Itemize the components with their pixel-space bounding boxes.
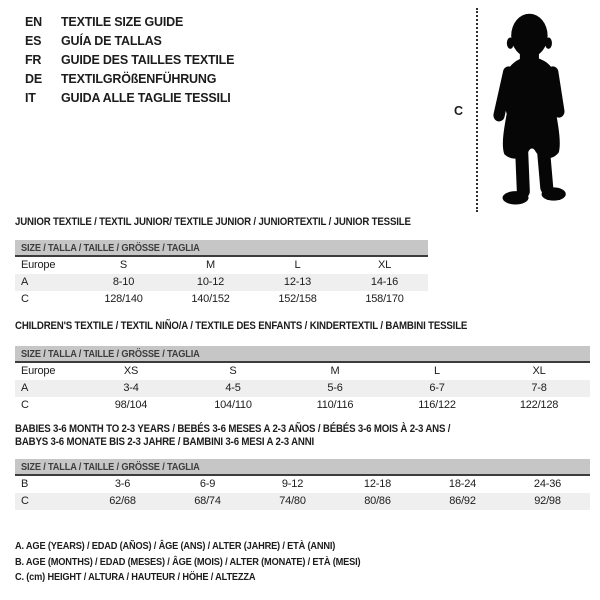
value-cell: 12-13 — [283, 276, 312, 288]
value-cell: 74/80 — [279, 495, 306, 507]
size-cell: L — [434, 365, 440, 377]
language-title: GUIDA ALLE TAGLIE TESSILI — [61, 91, 231, 105]
table-title-text-line2: BABYS 3-6 MONATE BIS 2-3 JAHRE / BAMBINI 3-6 MESI A 2-3 ANNI — [15, 436, 315, 448]
table-row-age-years — [15, 274, 428, 291]
table-title — [15, 423, 590, 449]
note-text: C. (cm) HEIGHT / ALTURA / HAUTEUR / HÖHE / ALTEZZA — [15, 571, 256, 583]
value-cell: 152/158 — [278, 293, 317, 305]
language-title: TEXTILGRÖßENFÜHRUNG — [61, 72, 217, 86]
language-code: DE — [25, 72, 42, 86]
value-cell: 92/98 — [534, 495, 561, 507]
row-label: Europe — [21, 259, 56, 271]
value-cell: 18-24 — [448, 478, 477, 490]
language-title: GUÍA DE TALLAS — [61, 34, 162, 48]
language-code: FR — [25, 53, 42, 67]
size-cell: M — [206, 259, 215, 271]
table-title-text: JUNIOR TEXTILE / TEXTIL JUNIOR/ TEXTILE JUNIOR / JUNIORTEXTIL / JUNIOR TESSILE — [15, 216, 411, 228]
value-cell: 68/74 — [194, 495, 221, 507]
row-label: C — [21, 293, 29, 305]
value-cell: 62/68 — [109, 495, 136, 507]
value-cell: 10-12 — [196, 276, 225, 288]
table-row-height — [15, 493, 590, 510]
table-title — [15, 320, 590, 333]
value-cell: 24-36 — [533, 478, 562, 490]
value-cell: 86/92 — [449, 495, 476, 507]
value-cell: 3-6 — [114, 478, 131, 490]
language-title: GUIDE DES TAILLES TEXTILE — [61, 53, 235, 67]
size-cell: M — [330, 365, 340, 377]
legend-notes — [15, 539, 408, 586]
value-cell: 122/128 — [519, 399, 559, 411]
note-line-a — [15, 539, 408, 555]
language-row-en — [25, 13, 234, 32]
table-row-age-months — [15, 476, 590, 493]
section-babies-textile — [15, 423, 590, 510]
size-cell: L — [294, 259, 301, 271]
row-label: B — [21, 478, 29, 490]
table-row-europe — [15, 257, 428, 274]
language-list — [25, 13, 234, 108]
row-label: A — [21, 276, 29, 288]
note-line-b — [15, 555, 408, 571]
size-header-label: SIZE / TALLA / TAILLE / GRÖSSE / TAGLIA — [21, 461, 200, 473]
row-label: A — [21, 382, 29, 394]
section-children-textile — [15, 320, 590, 414]
size-cell: XL — [377, 259, 392, 271]
value-cell: 104/110 — [214, 399, 252, 411]
value-cell: 4-5 — [225, 382, 241, 394]
height-dashed-line — [476, 8, 478, 212]
note-text: A. AGE (YEARS) / EDAD (AÑOS) / ÂGE (ANS) / ALTER (JAHRE) / ETÀ (ANNI) — [15, 540, 336, 552]
row-label: C — [21, 399, 29, 411]
value-cell: 80/86 — [364, 495, 391, 507]
note-line-c — [15, 570, 408, 586]
size-header-bar — [15, 240, 428, 257]
value-cell: 128/140 — [104, 293, 143, 305]
language-title: TEXTILE SIZE GUIDE — [61, 15, 184, 29]
value-cell: 12-18 — [363, 478, 392, 490]
size-header-label: SIZE / TALLA / TAILLE / GRÖSSE / TAGLIA — [21, 242, 200, 254]
value-cell: 116/122 — [418, 399, 456, 411]
value-cell: 14-16 — [370, 276, 399, 288]
value-cell: 9-12 — [281, 478, 304, 490]
language-code: EN — [25, 15, 42, 29]
table-row-europe — [15, 363, 590, 380]
size-header-label: SIZE / TALLA / TAILLE / GRÖSSE / TAGLIA — [21, 348, 200, 360]
value-cell: 3-4 — [123, 382, 139, 394]
row-label: Europe — [21, 365, 56, 377]
value-cell: 158/170 — [365, 293, 404, 305]
baby-silhouette-icon — [480, 9, 584, 213]
language-row-de — [25, 70, 234, 89]
table-title — [15, 216, 428, 229]
height-measure-label: C — [454, 104, 463, 118]
value-cell: 110/116 — [316, 399, 354, 411]
table-title-text: CHILDREN'S TEXTILE / TEXTIL NIÑO/A / TEXTILE DES ENFANTS / KINDERTEXTIL / BAMBINI TESSILE — [15, 320, 468, 332]
size-header-bar — [15, 346, 590, 363]
value-cell: 6-7 — [429, 382, 445, 394]
size-cell: XS — [123, 365, 139, 377]
size-header-bar — [15, 459, 590, 476]
note-text: B. AGE (MONTHS) / EDAD (MESES) / ÂGE (MOIS) / ALTER (MONATE) / ETÀ (MESI) — [15, 555, 361, 568]
row-label: C — [21, 495, 29, 507]
value-cell: 8-10 — [112, 276, 135, 288]
language-code: ES — [25, 34, 42, 48]
language-code: IT — [25, 91, 36, 105]
table-row-age-years — [15, 380, 590, 397]
value-cell: 5-6 — [327, 382, 343, 394]
table-row-height — [15, 397, 590, 414]
value-cell: 6-9 — [199, 478, 216, 490]
language-row-es — [25, 32, 234, 51]
size-cell: XL — [532, 365, 546, 377]
table-title-text-line1: BABIES 3-6 MONTH TO 2-3 YEARS / BEBÉS 3-6 MESES A 2-3 AÑOS / BÉBÉS 3-6 MOIS À 2-3 ANS / — [15, 423, 451, 435]
size-cell: S — [229, 365, 237, 377]
language-row-it — [25, 89, 234, 108]
section-junior-textile — [15, 216, 428, 308]
size-cell: S — [119, 259, 128, 271]
table-row-height — [15, 291, 428, 308]
language-row-fr — [25, 51, 234, 70]
value-cell: 140/152 — [191, 293, 230, 305]
value-cell: 7-8 — [531, 382, 547, 394]
value-cell: 98/104 — [114, 399, 148, 411]
